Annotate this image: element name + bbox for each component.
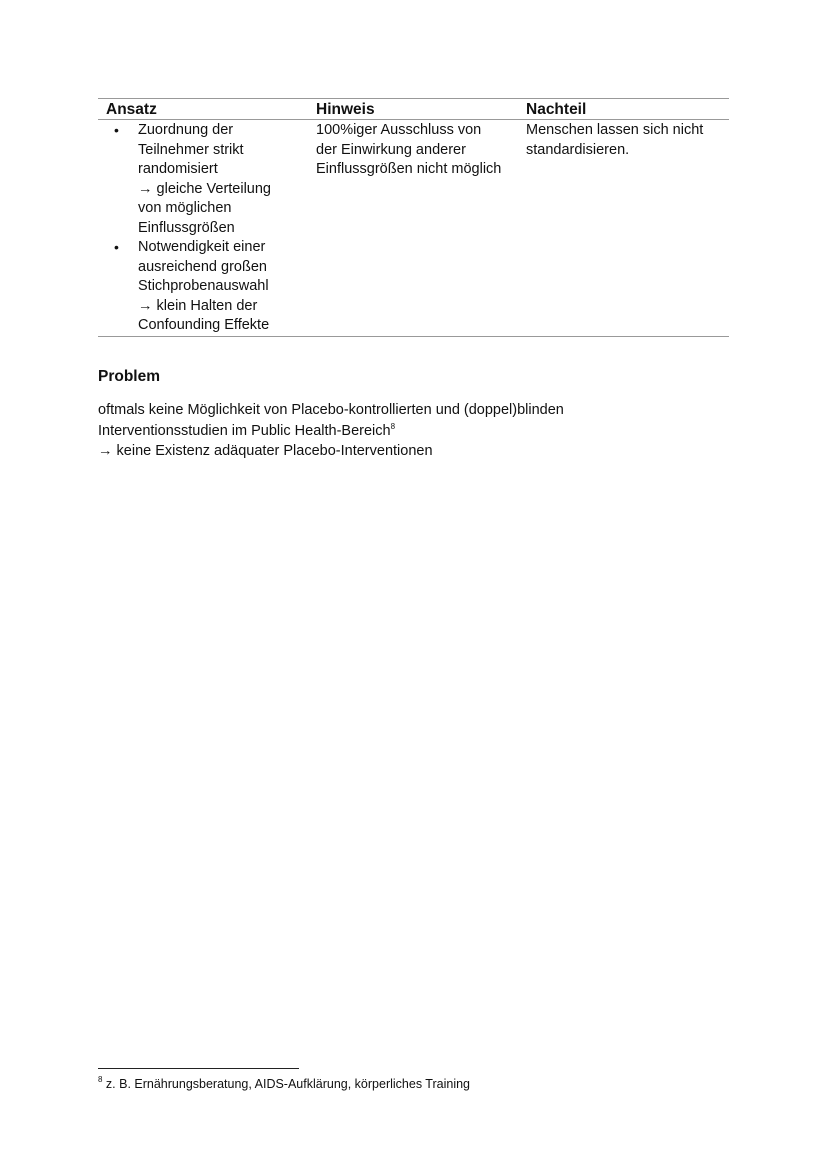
bullet-icon: • bbox=[114, 122, 119, 138]
list-item-line: → gleiche Verteilung bbox=[138, 180, 271, 197]
list-item bbox=[114, 238, 300, 336]
list-item-line: Zuordnung der bbox=[138, 122, 234, 138]
list-item-line: Stichprobenauswahl bbox=[138, 278, 269, 294]
cell-nachteil bbox=[518, 120, 729, 337]
table-header-row bbox=[98, 99, 729, 120]
footnote bbox=[98, 1076, 470, 1092]
hinweis-line: 100%iger Ausschluss von bbox=[316, 122, 482, 138]
list-item-line: Teilnehmer strikt bbox=[138, 141, 244, 158]
footnote-separator bbox=[98, 1068, 299, 1069]
header-nachteil: Nachteil bbox=[518, 99, 729, 120]
cell-hinweis bbox=[308, 120, 518, 337]
nachteil-line: Menschen lassen sich nicht bbox=[526, 122, 704, 138]
list-item-line: von möglichen bbox=[138, 200, 232, 216]
bullet-icon: • bbox=[114, 239, 119, 255]
footnote-number: 8 bbox=[98, 1075, 103, 1084]
ansatz-list bbox=[106, 121, 300, 336]
problem-paragraph bbox=[98, 400, 728, 462]
header-ansatz: Ansatz bbox=[98, 99, 308, 120]
hinweis-line: der Einwirkung anderer bbox=[316, 141, 466, 158]
problem-heading: Problem bbox=[98, 368, 161, 385]
list-item-line: Notwendigkeit einer bbox=[138, 239, 266, 255]
paragraph-line: → keine Existenz adäquater Placebo-Interventionen bbox=[98, 443, 433, 459]
footnote-text: z. B. Ernährungsberatung, AIDS-Aufklärung, körperliches Training bbox=[102, 1077, 471, 1091]
cell-ansatz bbox=[98, 120, 308, 337]
comparison-table bbox=[98, 98, 729, 337]
list-item-line: randomisiert bbox=[138, 161, 218, 177]
list-item-line: Einflussgrößen bbox=[138, 219, 235, 236]
list-item bbox=[114, 121, 300, 238]
footnote-ref[interactable]: 8 bbox=[390, 421, 396, 431]
table-row bbox=[98, 120, 729, 337]
paragraph-line: oftmals keine Möglichkeit von Placebo-kontrollierten und (doppel)blinden bbox=[98, 402, 564, 418]
nachteil-line: standardisieren. bbox=[526, 141, 630, 158]
paragraph-line-text: Interventionsstudien im Public Health-Bereich bbox=[98, 422, 391, 439]
paragraph-line bbox=[98, 421, 728, 442]
list-item-line: Confounding Effekte bbox=[138, 317, 270, 333]
hinweis-line: Einflussgrößen nicht möglich bbox=[316, 161, 502, 177]
list-item-line: ausreichend großen bbox=[138, 258, 267, 275]
list-item-line: → klein Halten der bbox=[138, 297, 258, 314]
header-hinweis: Hinweis bbox=[308, 99, 518, 120]
